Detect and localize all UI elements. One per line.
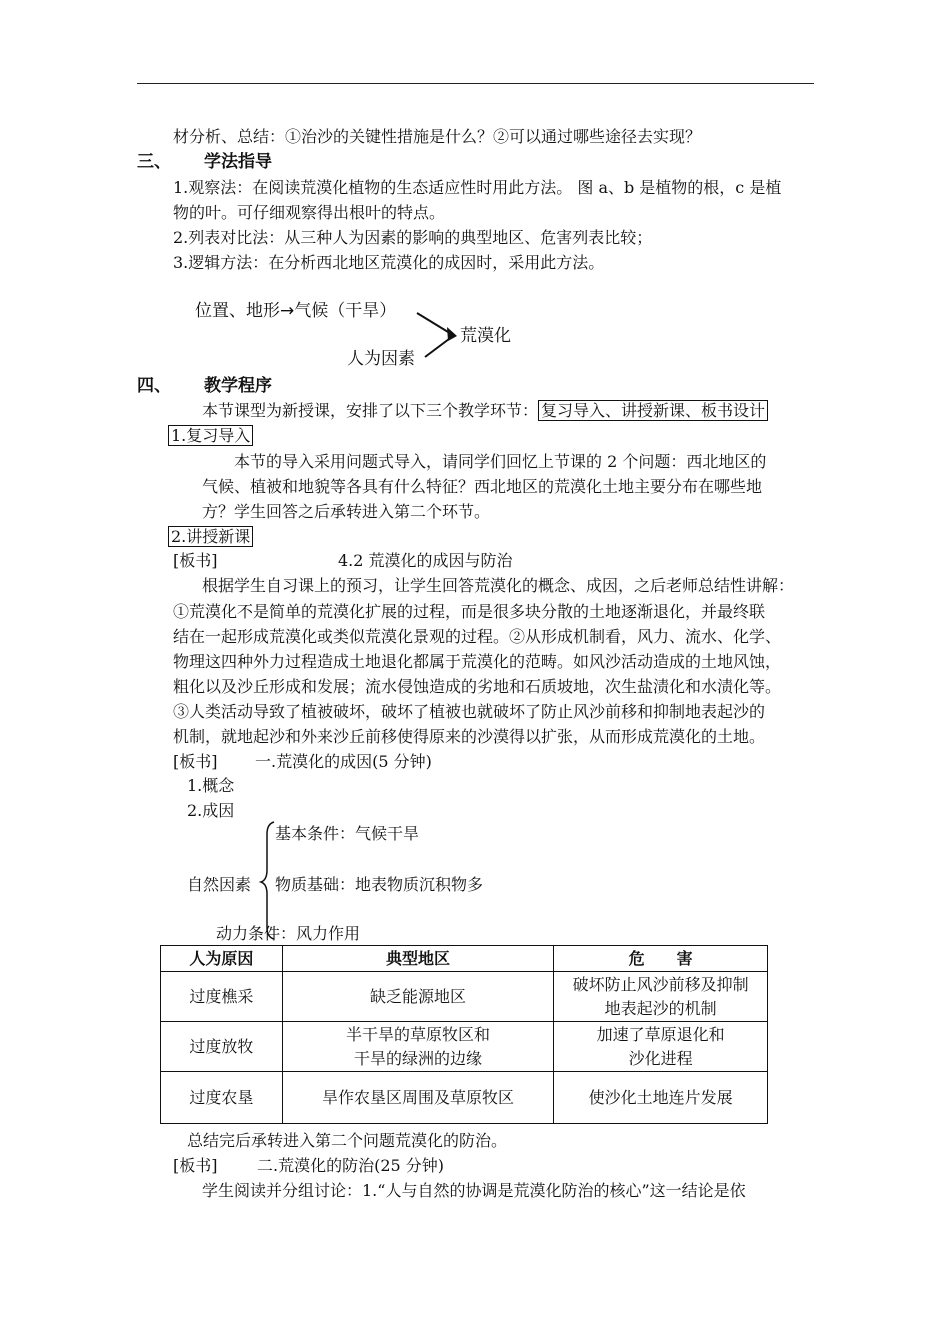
subsection-heading: 1.复习导入 — [168, 426, 253, 446]
table-cell: 半干旱的草原牧区和 干旱的绿洲的边缘 — [282, 1022, 554, 1072]
table-row — [161, 972, 768, 1022]
subsection-heading: 2.讲授新课 — [168, 527, 253, 547]
review-line: 方？学生回答之后承转进入第二个环节。 — [202, 502, 491, 521]
diagram-top-text: 位置、地形→气候（干旱） — [195, 301, 397, 321]
table-header: 人为原因 — [161, 946, 283, 972]
section-number: 三、 — [137, 152, 171, 172]
table-cell: 旱作农垦区周围及草原牧区 — [282, 1072, 554, 1124]
intro-boxed-steps: 复习导入、讲授新课、板书设计 — [538, 400, 768, 421]
body-line: 根据学生自习课上的预习，让学生回答荒漠化的概念、成因，之后老师总结性讲解： — [202, 576, 795, 595]
board-tag: [板书] — [173, 752, 218, 771]
body-line: 结在一起形成荒漠化或类似荒漠化景观的过程。②从形成机制看，风力、流水、化学、 — [173, 627, 782, 646]
body-line: 总结完后承转进入第二个问题荒漠化的防治。 — [187, 1131, 508, 1150]
diagram-result-text: 荒漠化 — [460, 326, 511, 346]
body-line: ③人类活动导致了植被破坏，破坏了植被也就破坏了防止风沙前移和抑制地表起沙的 — [173, 702, 766, 721]
intro-text — [202, 401, 768, 421]
outline-item: 2.成因 — [187, 801, 235, 820]
table-header: 危 害 — [554, 946, 768, 972]
method-line: 1.观察法：在阅读荒漠化植物的生态适应性时用此方法。 图 a、b 是植物的根，c 是植 — [173, 178, 782, 197]
outline-item: 1.概念 — [187, 776, 235, 795]
method-line: 2.列表对比法：从三种人为因素的影响的典型地区、危害列表比较； — [173, 228, 653, 247]
natural-factor-item: 基本条件：气候干旱 — [275, 824, 420, 843]
table-row — [161, 1022, 768, 1072]
method-line: 物的叶。可仔细观察得出根叶的特点。 — [173, 203, 446, 222]
table-cell: 缺乏能源地区 — [282, 972, 554, 1022]
natural-factor-label: 自然因素 — [187, 875, 252, 894]
method-line: 3.逻辑方法：在分析西北地区荒漠化的成因时，采用此方法。 — [173, 253, 605, 272]
diagram-bottom-text: 人为因素 — [347, 349, 415, 369]
body-line: 机制，就地起沙和外来沙丘前移使得原来的沙漠得以扩张，从而形成荒漠化的土地。 — [173, 727, 766, 746]
review-line: 气候、植被和地貌等各具有什么特征？西北地区的荒漠化土地主要分布在哪些地 — [202, 477, 763, 496]
human-causes-table — [160, 945, 768, 1124]
review-line: 本节的导入采用问题式导入，请同学们回忆上节课的 2 个问题：西北地区的 — [234, 452, 767, 471]
table-cell: 使沙化土地连片发展 — [554, 1072, 768, 1124]
table-header: 典型地区 — [282, 946, 554, 972]
board-title: 一.荒漠化的成因(5 分钟) — [255, 752, 432, 771]
body-line: 粗化以及沙丘形成和发展；流水侵蚀造成的劣地和石质坡地，次生盐渍化和水渍化等。 — [173, 677, 782, 696]
natural-factor-item: 动力条件：风力作用 — [216, 924, 361, 943]
curly-brace-icon — [258, 820, 278, 940]
section-title: 教学程序 — [204, 376, 272, 396]
board-title: 4.2 荒漠化的成因与防治 — [338, 551, 513, 570]
table-cell: 破坏防止风沙前移及抑制 地表起沙的机制 — [554, 972, 768, 1022]
table-cell: 加速了草原退化和 沙化进程 — [554, 1022, 768, 1072]
header-rule — [137, 83, 814, 84]
board-tag: [板书] — [173, 1156, 218, 1175]
table-cell: 过度放牧 — [161, 1022, 283, 1072]
paragraph-line: 材分析、总结：①治沙的关键性措施是什么？②可以通过哪些途径去实现？ — [173, 127, 702, 146]
board-tag: [板书] — [173, 551, 218, 570]
section-title: 学法指导 — [204, 152, 272, 172]
body-line: 物理这四种外力过程造成土地退化都属于荒漠化的范畴。如风沙活动造成的土地风蚀， — [173, 652, 782, 671]
diagram-arrows — [415, 305, 465, 365]
table-row — [161, 1072, 768, 1124]
section-number: 四、 — [137, 376, 171, 396]
body-line: ①荒漠化不是简单的荒漠化扩展的过程，而是很多块分散的土地逐渐退化，并最终联 — [173, 602, 766, 621]
table-cell: 过度农垦 — [161, 1072, 283, 1124]
body-line: 学生阅读并分组讨论：1.“人与自然的协调是荒漠化防治的核心”这一结论是依 — [202, 1181, 746, 1200]
table-cell: 过度樵采 — [161, 972, 283, 1022]
board-title: 二.荒漠化的防治(25 分钟) — [257, 1156, 445, 1175]
intro-label: 本节课型为新授课，安排了以下三个教学环节： — [202, 401, 539, 420]
table-header-row — [161, 946, 768, 972]
natural-factor-item: 物质基础：地表物质沉积物多 — [275, 875, 484, 894]
